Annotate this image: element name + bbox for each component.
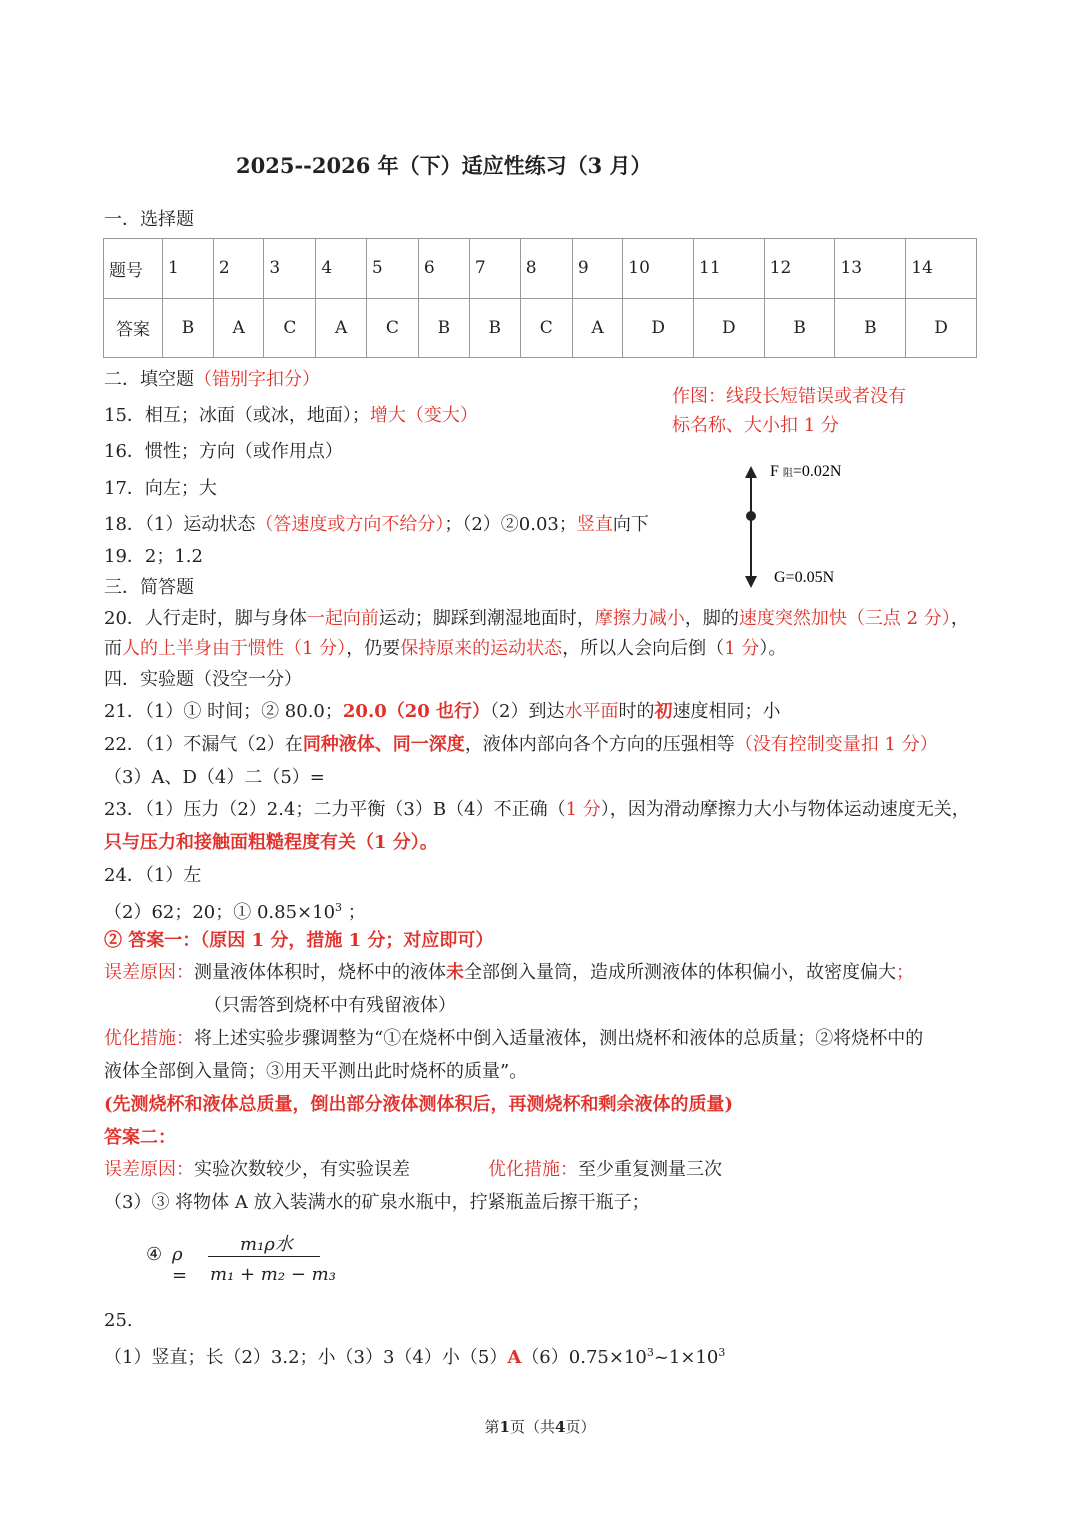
force-diagram bbox=[740, 462, 880, 592]
q23-line1: 23．（1）压力（2）2.4；二力平衡（3）B（4）不正确（1 分），因为滑动摩擦力大小与物体运动速度无关， bbox=[104, 799, 970, 820]
gravity-force-label: G=0.05N bbox=[774, 569, 835, 586]
q24-answer2-heading: 答案二： bbox=[104, 1127, 176, 1148]
q24-part3: （3）③ 将物体 A 放入装满水的矿泉水瓶中，拧紧瓶盖后擦干瓶子； bbox=[104, 1192, 650, 1213]
section-experiment-heading: 四．实验题（没空一分） bbox=[104, 669, 302, 690]
q24-error-note: （只需答到烧杯中有残留液体） bbox=[204, 995, 456, 1016]
question-number-cell: 1 bbox=[163, 239, 214, 299]
answer-cell: A bbox=[572, 298, 622, 358]
page-footer: 第1页（共4页） bbox=[484, 1418, 596, 1436]
section-choice-heading: 一．选择题 bbox=[104, 209, 194, 230]
q16: 16．惯性；方向（或作用点） bbox=[104, 441, 343, 462]
q21: 21．（1）① 时间；② 80.0；20.0（20 也行）（2）到达水平面时的初速度相同；小 bbox=[104, 701, 781, 722]
q24-answer2: 误差原因：实验次数较少，有实验误差 优化措施：至少重复测量三次 bbox=[104, 1159, 722, 1180]
answer-cell: A bbox=[213, 298, 263, 358]
q25-answers: （1）竖直；长（2）3.2；小（3）3（4）小$(5)A(6)0.75\times 10^3\sim 1\times 10^3$ bbox=[104, 1346, 726, 1368]
q17: 17．向左；大 bbox=[104, 478, 217, 499]
q24-improve-line1: 优化措施：将上述实验步骤调整为“①在烧杯中倒入适量液体，测出烧杯和液体的总质量；②将烧杯中的 bbox=[104, 1028, 924, 1049]
answer-cell: B bbox=[469, 298, 520, 358]
q24-improve-line2: 液体全部倒入量筒；③用天平测出此时烧杯的质量”。 bbox=[104, 1061, 528, 1082]
drawing-note-line2: 标名称、大小扣 1 分 bbox=[672, 415, 839, 436]
q25-heading: 25. bbox=[104, 1310, 133, 1331]
friction-force-label: F 阻=0.02N bbox=[770, 463, 842, 480]
drawing-note-line1: 作图：线段长短错误或者没有 bbox=[672, 386, 906, 407]
q22-line1: 22．（1）不漏气（2）在同种液体、同一深度，液体内部向各个方向的压强相等（没有控制变量扣 1 分） bbox=[104, 734, 938, 755]
question-number-cell: 11 bbox=[694, 239, 765, 299]
question-number-cell: 12 bbox=[764, 239, 835, 299]
section-short-heading: 三．简答题 bbox=[104, 577, 194, 598]
q24-answer1-heading: ② 答案一：（原因 1 分，措施 1 分；对应即可） bbox=[104, 930, 494, 951]
question-number-cell: 3 bbox=[264, 239, 316, 299]
answer-cell: D bbox=[694, 298, 765, 358]
q24-line1: 24．（1）左 bbox=[104, 865, 202, 886]
question-number-cell: 9 bbox=[572, 239, 622, 299]
q18: 18．（1）运动状态（答速度或方向不给分）；（2）②0.03；竖直向下 bbox=[104, 514, 649, 535]
answer-cell: C bbox=[520, 298, 572, 358]
q20-line1: 20．人行走时，脚与身体一起向前运动；脚踩到潮湿地面时，摩擦力减小，脚的速度突然加快（三点 2 分）， bbox=[104, 608, 969, 629]
question-number-cell: 10 bbox=[623, 239, 694, 299]
question-number-cell: 6 bbox=[418, 239, 469, 299]
table-row-numbers bbox=[104, 239, 977, 299]
answer-table bbox=[103, 238, 977, 358]
answer-cell: A bbox=[316, 298, 366, 358]
answer-cell: D bbox=[623, 298, 694, 358]
question-number-cell: 13 bbox=[835, 239, 906, 299]
q24-alt-method: (先测烧杯和液体总质量，倒出部分液体测体积后，再测烧杯和剩余液体的质量) bbox=[104, 1094, 734, 1115]
question-number-cell: 7 bbox=[469, 239, 520, 299]
section-fill-heading: 二．填空题（错别字扣分） bbox=[104, 369, 320, 390]
question-number-cell: 4 bbox=[316, 239, 366, 299]
question-number-cell: 8 bbox=[520, 239, 572, 299]
q19: 19．2；1.2 bbox=[104, 546, 203, 567]
table-row-answers bbox=[104, 298, 977, 358]
q20-line2: 而人的上半身由于惯性（1 分），仍要保持原来的运动状态，所以人会向后倒（1 分）。 bbox=[104, 638, 787, 659]
q24-line2: （2）62；20；① $0.85\times 10^3$ ； bbox=[104, 901, 366, 923]
table-header-label: 题号 bbox=[104, 239, 163, 299]
answer-cell: B bbox=[163, 298, 214, 358]
page-title: 2025--2026 年（下）适应性练习（3 月） bbox=[236, 153, 652, 178]
q15: 15．相互；冰面（或冰，地面）；增大（变大） bbox=[104, 405, 478, 426]
question-number-cell: 2 bbox=[213, 239, 263, 299]
question-number-cell: 5 bbox=[366, 239, 418, 299]
answer-cell: B bbox=[418, 298, 469, 358]
answer-cell: B bbox=[764, 298, 835, 358]
question-number-cell: 14 bbox=[906, 239, 977, 299]
answer-cell: B bbox=[835, 298, 906, 358]
table-answer-label: 答案 bbox=[104, 298, 163, 358]
q24-error-reason: 误差原因：测量液体体积时，烧杯中的液体未全部倒入量筒，造成所测液体的体积偏小，故密度偏大； bbox=[104, 962, 914, 983]
answer-cell: C bbox=[264, 298, 316, 358]
q22-line2: （3）A、D（4）二（5）= bbox=[104, 767, 325, 788]
answer-cell: D bbox=[906, 298, 977, 358]
q23-line2: 只与压力和接触面粗糙程度有关（1 分）。 bbox=[104, 832, 438, 853]
answer-cell: C bbox=[366, 298, 418, 358]
